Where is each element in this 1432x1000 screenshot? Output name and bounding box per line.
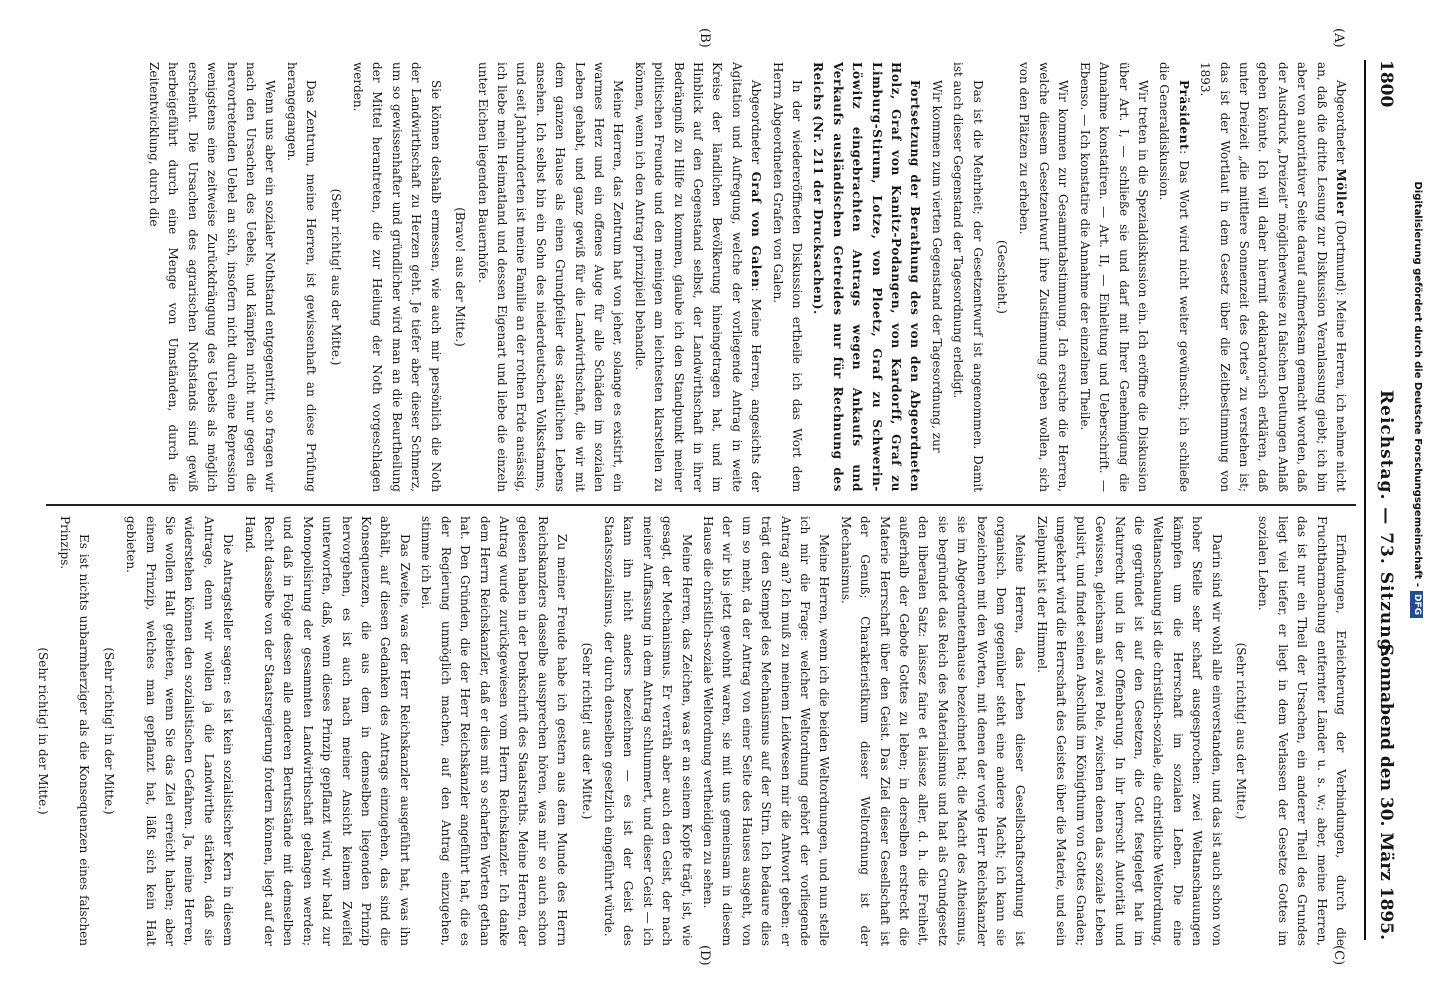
interjection: [32, 516, 51, 946]
paragraph: [121, 516, 237, 946]
digitization-credit: [1402, 0, 1432, 1000]
column-divider: [46, 504, 1356, 506]
text-run: Wir kommen zum vierten Gegenstand der Tagesordnung, zur: [929, 80, 944, 453]
paragraph: [599, 516, 696, 946]
text-run: Es ist nichts unbarmherziger als die Konsequenzen eines falschen Prinzips.: [58, 516, 92, 946]
bold-run: Möller: [1334, 168, 1348, 217]
paragraph: [1032, 516, 1226, 946]
credit-text: Digitalisierung gefördert durch die Deutsche Forschungsgemeinschaft -: [1412, 181, 1423, 587]
text-run: (Dortmund): Meine Herren, ich nehme nicht an, daß die dritte Lesung zur Diskussion Veranlassung giebt; ich bin aber von autoritativer Seite darauf aufmerksam gemacht worden, daß der Ausdruck „Dreizeit“ möglicherweise zu falschen Deutungen Anlaß geben könnte. Ich will daher hiermit deklaratorisch erklären, daß unter Dreizeit „die mittlere Sonnenzeit des Ortes“ zu verstehen ist; das ist der Wortlaut in dem Gesetz über die Zeitbestimmung von 1893.: [1198, 62, 1348, 492]
page-header: [1364, 60, 1404, 940]
margin-mark-c: (C): [1331, 945, 1346, 966]
paragraph: [698, 516, 834, 946]
paragraph: [948, 62, 987, 492]
margin-mark-b: (B): [697, 28, 712, 48]
bold-run: Graf von Galen: [749, 171, 764, 288]
header-rule: [1364, 60, 1366, 940]
text-run: Wenn uns aber ein sozialer Nothstand entgegentritt, so fragen wir nach den Ursachen des Uebels, und kämpfen nicht nur gegen die hervortretenden Uebel an sich, insofern nicht durch eine Repression wenigstens eine zeitweise Zurückdrängung des Uebels als möglich erscheint. Die Ursachen des agrarischen Nothstands sind gewiß herbeigeführt durch eine Menge von Umständen, durch die Zeitentwicklung, durch die: [147, 62, 278, 492]
paragraph: [144, 62, 280, 492]
text-run: (Sehr richtig! aus der Mitte.): [579, 642, 594, 820]
paragraph: [835, 516, 1029, 946]
bold-run: Präsident: [1176, 80, 1191, 151]
text-run: (Geschieht.): [995, 240, 1010, 314]
paragraph: [281, 62, 320, 492]
text-run: Das Zentrum, meine Herren, ist gewissenhaft an diese Prüfung herangegangen.: [284, 62, 319, 492]
paragraph: [926, 62, 945, 492]
interjection: [325, 62, 344, 492]
page-number: 1800: [1376, 60, 1396, 108]
interjection: [992, 62, 1011, 492]
dfg-logo: DFG: [1410, 591, 1423, 618]
paragraph: [1253, 516, 1350, 946]
text-run: (Sehr richtig! in der Mitte.): [35, 647, 50, 815]
text-run: : Das Wort wird nicht weiter gewünscht; ich schließe die Generaldiskussion.: [1157, 62, 1191, 492]
text-run: Sie können deshalb ermessen, wie auch mir persönlich die Noth der Landwirthschaft zu Herzen geht. Je tiefer aber dieser Schmerz, um so gewissenhafter und gründlicher wird man an die Beurtheilung der Mittel herantreten, die zur Heilung der Noth vorgeschlagen werden.: [351, 62, 443, 492]
paragraph: [348, 62, 445, 492]
text-run: Meine Herren, wenn ich die beiden Weltordnungen, und nun stelle ich mir die Frage: welcher Weltordnung gehört der vorliegende Antrag an? Ich muß zu meinem Leidwesen mir die Antwort geben: er trägt den Stempel des Mechanismus auf der Stirn. Ich bedaure dies um so mehr, da der Antrag von einer Seite des Hauses ausgeht, von der wir bis jetzt gewohnt waren, sie mit uns gemeinsam in diesem Hause die christlich-soziale Weltordnung vertheidigen zu sehen.: [701, 516, 832, 946]
text-run: : Meine Herren, angesichts der Agitation und Aufregung, welche der vorliegende Antrag in weite Kreise der ländlichen Bevölkerung hineingetragen hat, und im Hinblick auf den Gegenstand selbst, der Landwirthschaft in ihrer Bedrängniß zu Hilfe zu kommen, glaube ich den Standpunkt meiner politischen Freunde und den meinigen am leichtesten klarstellen zu können, wenn ich den Antrag prinzipiell behandle.: [632, 62, 764, 493]
session-date: Sonnabend den 30. März 1895.: [1376, 643, 1396, 940]
paragraph: [1195, 62, 1350, 492]
running-title: Reichstag. — 73. Sitzung.: [1376, 390, 1396, 659]
text-run: In der wiedereröffneten Diskussion ertheile ich das Wort dem Herrn Abgeordneten Grafen von Galen.: [770, 62, 805, 492]
interjection: [576, 516, 595, 946]
text-run: Wir kommen zur Gesammtabstimmung. Ich ersuche die Herren, welche diesem Gesetzentwurf ihre Zustimmung geben wollen, sich von den Plätzen zu erheben.: [1017, 62, 1071, 492]
interjection: [98, 516, 117, 946]
text-run: Abgeordneter: [1334, 80, 1348, 169]
text-run: Wir treten in die Spezialdiskussion ein. Ich eröffne die Diskussion über Art. I, — schließe sie und darf mit Ihrer Genehmigung die Annahme konstatiren. — Art. II, — Einleitung und Ueberschrift. — Ebenso. — Ich konstatire die Annahme der einzelnen Theile.: [1077, 62, 1150, 492]
right-text-column: [35, 516, 1350, 946]
text-run: Die Antragsteller sagen: es ist kein sozialistischer Kern in diesem Antrage, denn wir wollen ja die Landwirthe stärken, daß sie widerstehen können den sozialistischen Gefahren. Ja, meine Herren, Sie wollen Halt gebieten, wenn Sie das Ziel erreicht haben; aber einem Prinzip, welches man gepflanzt hat, läßt sich kein Halt gebieten.: [124, 516, 236, 946]
interjection: [450, 62, 469, 492]
paragraph: [1014, 62, 1072, 492]
text-run: Erfindungen, Erleichterung der Verbindungen, durch die Fruchtbarmachung entfernter Länder u. s. w.; aber, meine Herren, das ist nur ein Theil der Ursachen, ein anderer Theil des Grundes liegt viel tiefer, er liegt in dem Verlassen der Gesetze Gottes im sozialen Leben.: [1256, 516, 1348, 946]
text-run: Zu meiner Freude habe ich gestern aus dem Munde des Herrn Reichskanzlers dasselbe aussprechen hören, was mir so auch schon gelesen haben in der Denkschrift des Staatsraths. Meine Herren, der Antrag wurde zurückgewiesen vom Herrn Reichskanzler. Ich danke dem Herrn Reichskanzler, daß er dies mit so scharfen Worten gethan hat. Den Gründen, die der Herr Reichskanzler angeführt hat, die es der Regierung unmöglich machen, auf den Antrag einzugehen, stimme ich bei.: [419, 516, 570, 946]
paragraph: [629, 62, 765, 492]
margin-mark-a: (A): [1331, 28, 1346, 48]
text-run: Das Zweite, was der Herr Reichskanzler ausgeführt hat, was ihn abhält, auf diesen Gedanken des Antrags einzugehen, das sind die Konsequenzen, die aus dem in demselben liegenden Prinzip hervorgehen, es ist auch nach meiner Ansicht keinem Zweifel unterworfen, daß, wenn dieses Prinzip gepflanzt wird, wir bald zur Monopolisirung der gesammten Landwirthschaft gelangen werden; und daß in Folge dessen alle anderen Berufsstände mit demselben Recht dasselbe von der Staatsregierung fordern können, liegt auf der Hand.: [242, 516, 412, 946]
text-run: Meine Herren, das Leben dieser Gesellschaftsordnung ist organisch. Dem gegenüber steht eine andere Macht; ich kann sie bezeichnen mit den Worten, mit denen der vorige Herr Reichskanzler sie im Abgeordnetenhause bezeichnet hat; die Macht des Atheismus, sie begründet das Reich des Materialismus und hat als Grundgesetz den liberalen Satz: laissez faire et laissez aller, d. h. die Freiheit, außerhalb der Gebote Gottes zu leben; in derselben erstreckt die Materie Herrschaft über den Geist. Das Ziel dieser Gesellschaft ist der Genuß; Charakteristikum dieser Weltordnung ist der Mechanismus.: [838, 516, 1028, 946]
margin-mark-d: (D): [697, 945, 712, 966]
paragraph: [472, 62, 627, 492]
interjection: [1231, 516, 1250, 946]
left-text-column: [65, 62, 1350, 492]
paragraph: [808, 62, 924, 492]
bold-run: Fortsetzung der Berathung des von den Abgeordneten Holz, Graf von Kanitz-Podangen, von Kardorff, Graf zu Limburg-Stirum, Lotze, von Ploetz, Graf zu Schwerin-Löwitz eingebrachten Antrags wegen Ankaufs und Verkaufs ausländischen Getreides nur für Rechnung des Reichs (Nr. 211 der Drucksachen).: [811, 62, 923, 492]
text-run: Abgeordneter: [749, 80, 764, 172]
paragraph: [416, 516, 571, 946]
paragraph: [239, 516, 414, 946]
text-run: (Bravo! aus der Mitte.): [453, 207, 468, 347]
paragraph: [767, 62, 806, 492]
text-run: Das ist die Mehrheit; der Gesetzentwurf ist angenommen. Damit ist auch dieser Gegenstand der Tagesordnung erledigt.: [951, 62, 985, 492]
paragraph: [1074, 62, 1152, 492]
paragraph: [55, 516, 94, 946]
text-run: Darin sind wir wohl alle einverstanden, und das ist auch schon von hoher Stelle sehr scharf ausgesprochen: zwei Weltanschauungen kämpfen um die Herrschaft im sozialen Leben. Die eine Weltanschauung ist die christlich-soziale, die christliche Weltordnung, die gegründet ist auf den Gesetzen, die Gott festgelegt hat im Naturrecht und in der Offenbarung. In ihr herrscht Autorität und Gewissen, gleichsam als zwei Pole, zwischen denen das soziale Leben pulsirt, und findet seinen Abschluß im Königthum von Gottes Gnaden; umgekehrt wird die Herrschaft des Geistes über die Materie, und sein Zielpunkt ist der Himmel.: [1034, 516, 1224, 946]
text-run: (Sehr richtig! aus der Mitte.): [1233, 642, 1248, 820]
text-run: (Sehr richtig! aus der Mitte.): [328, 188, 343, 366]
text-run: Meine Herren, das Zeichen, was er an seinem Kopfe trägt, ist, wie gesagt, der Mechanismus. Er verräth aber auch den Geist, der nach meiner Auffassung in dem Antrag schlummert, und dieser Geist — ich kann ihn nicht anders bezeichnen — es ist der Geist des Staatssozialismus, der durch denselben gesetzlich eingeführt würde.: [601, 516, 694, 946]
text-run: (Sehr richtig! in der Mitte.): [101, 647, 116, 815]
text-run: Meine Herren, das Zentrum hat von jeher, solange es existirt, ein warmes Herz und ein offenes Auge für alle Schäden im sozialen Leben gehabt, und ganz gewiß für die Landwirthschaft, die wir mit dem ganzen Hause als einen Grundpfeiler des staatlichen Lebens ansehen. Ich selbst bin ein Sohn des niederdeutschen Volksstamms, und seit Jahrhunderten ist meine Familie an der rothen Erde ansässig, ich liebe mein Heimatland und dessen Eigenart und liebe die einzeln unter Eichen liegenden Bauernhöfe.: [475, 62, 626, 492]
paragraph: [1154, 62, 1193, 492]
